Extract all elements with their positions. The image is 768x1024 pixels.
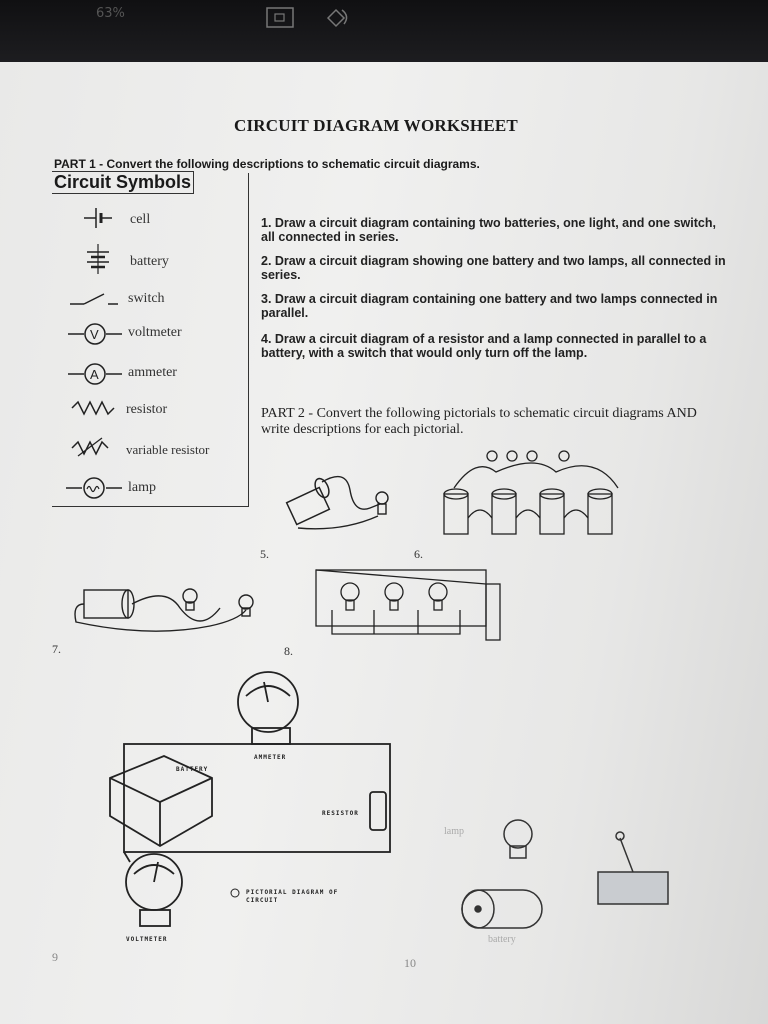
symbol-label-battery: battery (130, 254, 169, 269)
question-2: 2. Draw a circuit diagram showing one battery and two lamps, all connected in series. (261, 254, 726, 282)
variable-resistor-symbol-icon (72, 436, 122, 456)
monitor-bezel (0, 0, 768, 62)
worksheet-title: CIRCUIT DIAGRAM WORKSHEET (234, 116, 518, 135)
symbol-label-cell: cell (130, 212, 151, 227)
pictorial-5-circuit (282, 468, 400, 538)
pictorial-10-components (448, 814, 674, 944)
ammeter-symbol-icon (68, 362, 124, 386)
symbol-label-voltmeter: voltmeter (128, 325, 182, 340)
voltmeter-label: VOLTMETER (126, 936, 168, 943)
ammeter-label: AMMETER (254, 754, 287, 761)
question-3: 3. Draw a circuit diagram containing one battery and two lamps connected in parallel. (261, 292, 718, 320)
battery-small-label: battery (488, 934, 516, 945)
pictorial-8-circuit (314, 566, 504, 646)
lamp-symbol-icon (66, 476, 124, 500)
svg-text:V: V (90, 327, 99, 342)
window-icon (266, 7, 296, 29)
resistor-label: RESISTOR (322, 810, 359, 817)
resistor-symbol-icon (72, 400, 122, 416)
battery-status: 63% (96, 6, 125, 21)
item-number-7: 7. (52, 642, 61, 656)
item-number-6: 6. (414, 547, 423, 561)
cell-symbol-icon (84, 206, 114, 230)
part1-instruction: PART 1 - Convert the following descriptions to schematic circuit diagrams. (54, 157, 480, 171)
symbol-label-resistor: resistor (126, 402, 168, 417)
svg-text:A: A (90, 367, 99, 382)
item-number-5: 5. (260, 547, 269, 561)
battery-label: BATTERY (176, 766, 209, 773)
voltmeter-symbol-icon (68, 322, 124, 346)
part2-instruction: PART 2 - Convert the following pictorials to schematic circuit diagrams AND write descriptions for each pictorial. (261, 406, 697, 437)
rotate-icon (322, 6, 352, 30)
symbol-label-switch: switch (128, 291, 165, 306)
item-number-8: 8. (284, 644, 293, 658)
symbol-label-ammeter: ammeter (128, 365, 177, 380)
symbol-label-variable-resistor: variable resistor (126, 442, 210, 457)
switch-symbol-icon (70, 292, 120, 310)
battery-symbol-icon (84, 244, 114, 274)
item-number-9: 9 (52, 950, 58, 964)
item-number-10: 10 (404, 956, 416, 970)
pictorial-7-circuit (70, 582, 260, 640)
lamp-label: lamp (444, 826, 464, 837)
question-4: 4. Draw a circuit diagram of a resistor and a lamp connected in parallel to a battery, with a switch that would only turn off the lamp. (261, 332, 707, 360)
pictorial-6-circuit (436, 448, 636, 544)
circuit-symbols-heading: Circuit Symbols (52, 171, 194, 194)
question-1: 1. Draw a circuit diagram containing two batteries, one light, and one switch, all connected in series. (261, 216, 716, 244)
circle-marker-icon (230, 888, 240, 898)
symbol-label-lamp: lamp (128, 480, 156, 495)
pictorial-diagram-label: PICTORIAL DIAGRAM OF CIRCUIT (246, 889, 339, 904)
